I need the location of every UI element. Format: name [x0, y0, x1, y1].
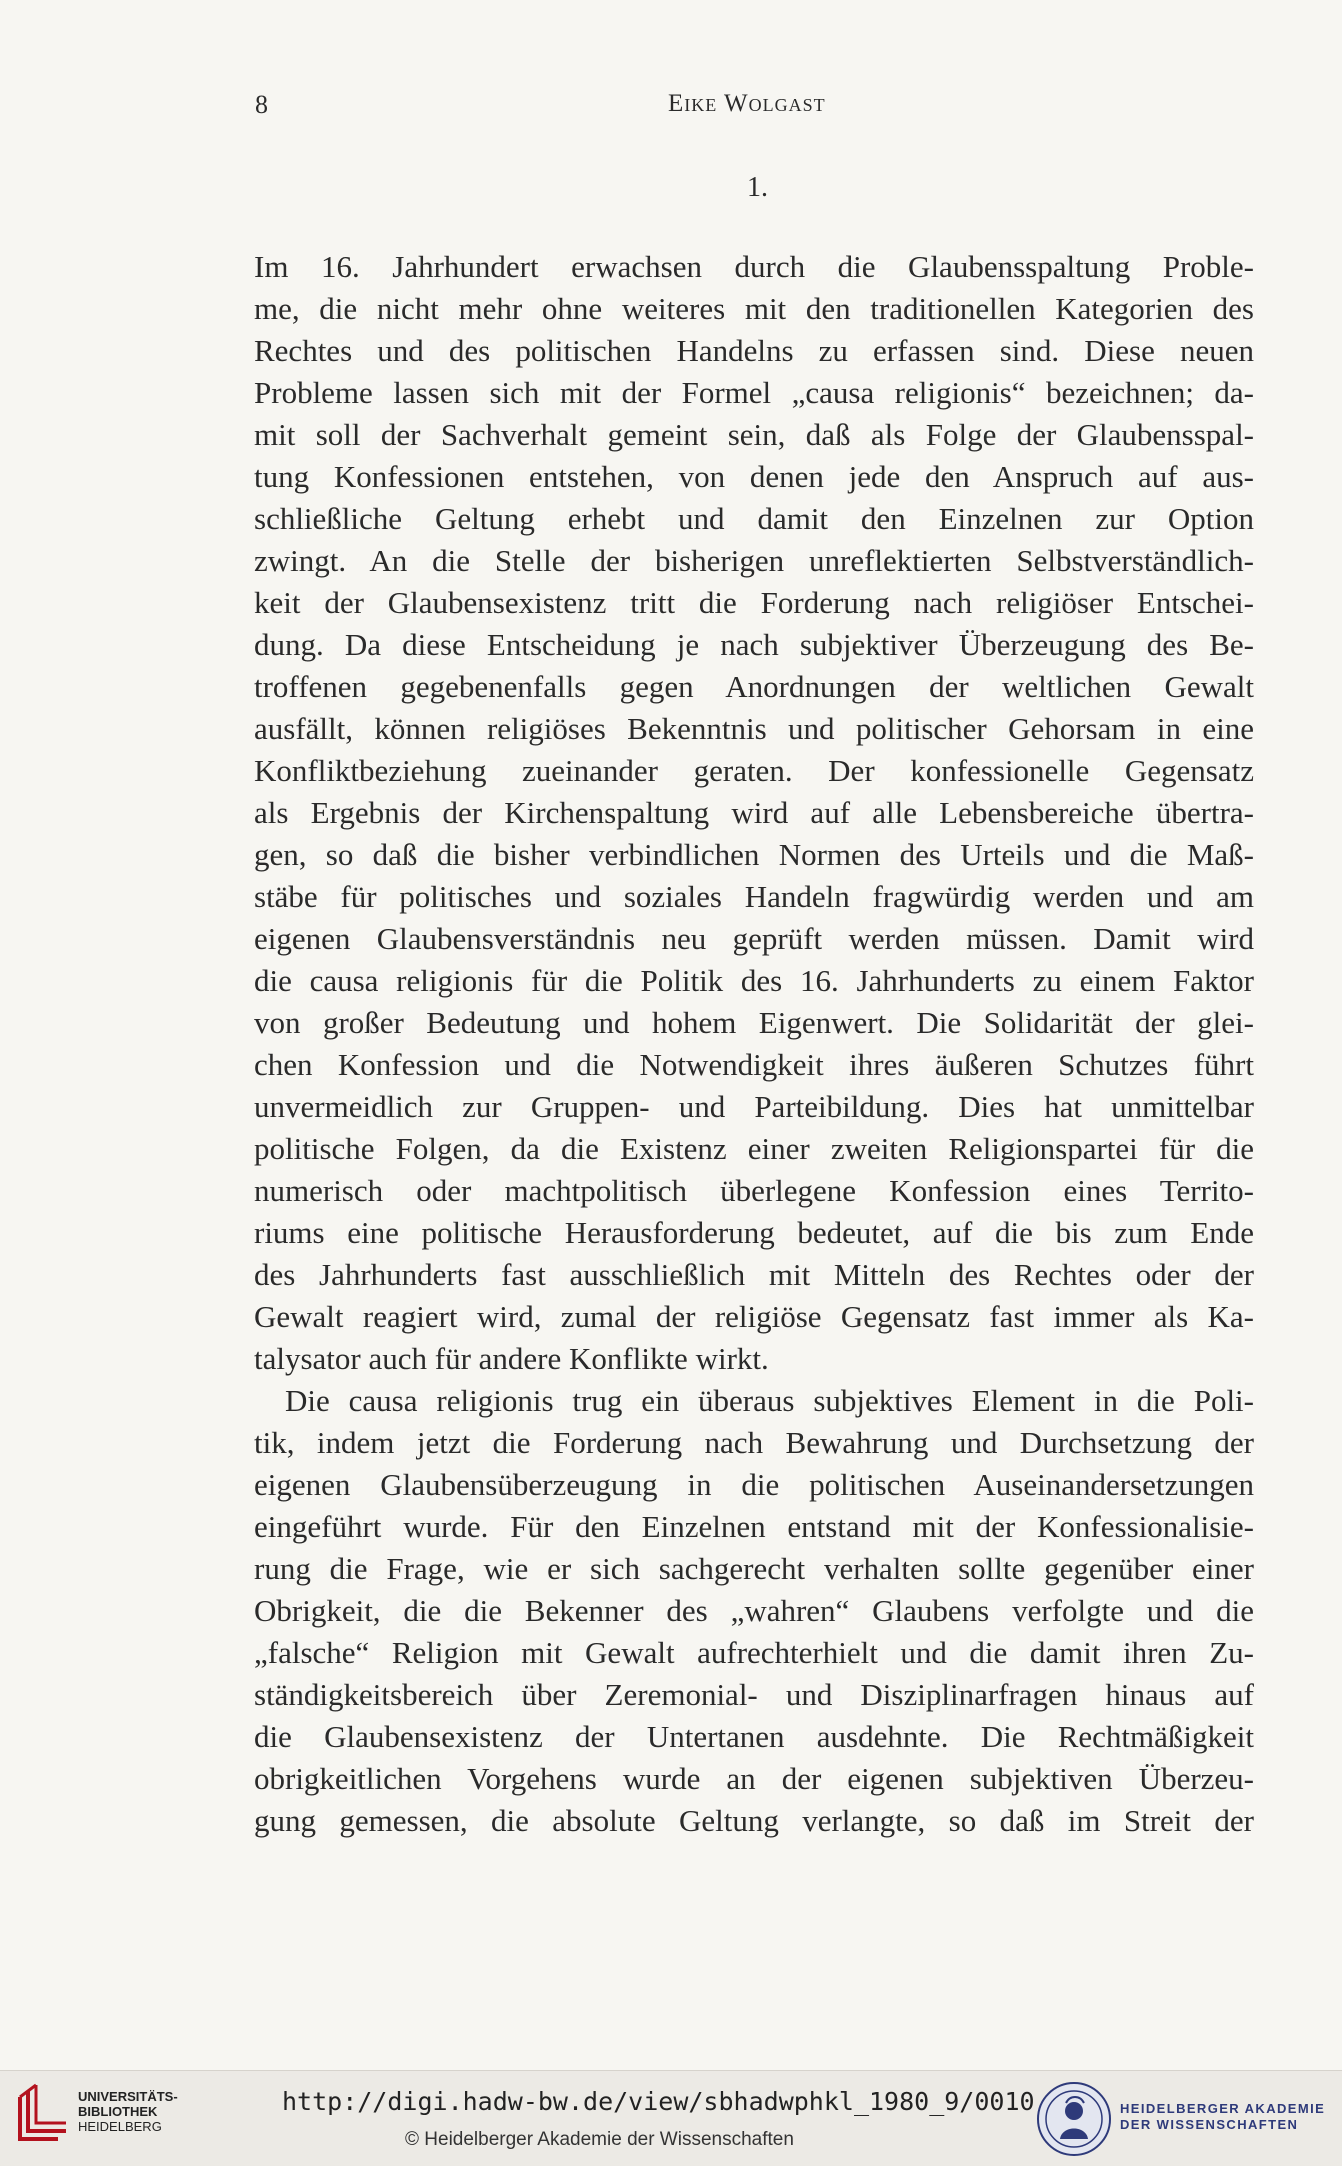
text-line: die causa religionis für die Politik des 16. Jahrhunderts zu einem Faktor — [254, 963, 1254, 998]
text-line: Konfliktbeziehung zueinander geraten. Der konfessionelle Gegensatz — [254, 753, 1254, 788]
text-line: dung. Da diese Entscheidung je nach subjektiver Überzeugung des Be- — [254, 627, 1254, 662]
text-line: rung die Frage, wie er sich sachgerecht verhalten sollte gegenüber einer — [254, 1551, 1254, 1586]
text-line: schließliche Geltung erhebt und damit den Einzelnen zur Option — [254, 501, 1254, 536]
text-line: obrigkeitlichen Vorgehens wurde an der eigenen subjektiven Überzeu- — [254, 1761, 1254, 1796]
ub-name — [78, 2089, 178, 2134]
permalink-url[interactable]: http://digi.hadw-bw.de/view/sbhadwphkl_1980_9/0010 — [282, 2087, 1035, 2116]
text-line: zwingt. An die Stelle der bisherigen unreflektierten Selbstverständlich- — [254, 543, 1254, 578]
text-line: gung gemessen, die absolute Geltung verlangte, so daß im Streit der — [254, 1803, 1254, 1838]
text-line: me, die nicht mehr ohne weiteres mit den traditionellen Kategorien des — [254, 291, 1254, 326]
text-line: eigenen Glaubensverständnis neu geprüft werden müssen. Damit wird — [254, 921, 1254, 956]
text-line: ausfällt, können religiöses Bekenntnis und politischer Gehorsam in eine — [254, 711, 1254, 746]
text-line: talysator auch für andere Konflikte wirkt. — [254, 1341, 769, 1376]
body-text — [254, 246, 1254, 1842]
copyright-notice: © Heidelberger Akademie der Wissenschaften — [405, 2129, 794, 2150]
text-line: Probleme lassen sich mit der Formel „causa religionis“ bezeichnen; da- — [254, 375, 1254, 410]
text-line: troffenen gegebenenfalls gegen Anordnungen der weltlichen Gewalt — [254, 669, 1254, 704]
running-head: Eike Wolgast — [668, 90, 826, 117]
text-line: tung Konfessionen entstehen, von denen jede den Anspruch auf aus- — [254, 459, 1254, 494]
text-line: unvermeidlich zur Gruppen- und Parteibildung. Dies hat unmittelbar — [254, 1089, 1254, 1124]
academy-name — [1120, 2101, 1325, 2133]
academy-name-line: HEIDELBERGER AKADEMIE — [1120, 2101, 1326, 2116]
text-line: die Glaubensexistenz der Untertanen ausdehnte. Die Rechtmäßigkeit — [254, 1719, 1254, 1754]
text-line: Rechtes und des politischen Handelns zu erfassen sind. Diese neuen — [254, 333, 1254, 368]
text-line: ständigkeitsbereich über Zeremonial- und Disziplinarfragen hinaus auf — [254, 1677, 1254, 1712]
text-line: mit soll der Sachverhalt gemeint sein, daß als Folge der Glaubensspal- — [254, 417, 1254, 452]
ub-name-line: HEIDELBERG — [78, 2119, 162, 2134]
ub-name-line: BIBLIOTHEK — [78, 2104, 158, 2119]
text-line: von großer Bedeutung und hohem Eigenwert. Die Solidarität der glei- — [254, 1005, 1254, 1040]
text-line: numerisch oder machtpolitisch überlegene Konfession eines Territo- — [254, 1173, 1254, 1208]
text-line: riums eine politische Herausforderung bedeutet, auf die bis zum Ende — [254, 1215, 1254, 1250]
footer-bar — [0, 2070, 1342, 2166]
text-line: eingeführt wurde. Für den Einzelnen entstand mit der Konfessionalisie- — [254, 1509, 1254, 1544]
text-line: chen Konfession und die Notwendigkeit ihres äußeren Schutzes führt — [254, 1047, 1254, 1082]
text-line: „falsche“ Religion mit Gewalt aufrechterhielt und die damit ihren Zu- — [254, 1635, 1254, 1670]
text-line: eigenen Glaubensüberzeugung in die politischen Auseinandersetzungen — [254, 1467, 1254, 1502]
page-number: 8 — [255, 90, 268, 119]
text-line: Im 16. Jahrhundert erwachsen durch die Glaubensspaltung Proble- — [254, 249, 1254, 284]
text-line: als Ergebnis der Kirchenspaltung wird auf alle Lebensbereiche übertra- — [254, 795, 1254, 830]
academy-seal-icon — [1036, 2081, 1112, 2157]
text-line: tik, indem jetzt die Forderung nach Bewahrung und Durchsetzung der — [254, 1425, 1254, 1460]
text-line: politische Folgen, da die Existenz einer zweiten Religionspartei für die — [254, 1131, 1254, 1166]
text-line: stäbe für politisches und soziales Handeln fragwürdig werden und am — [254, 879, 1254, 914]
ub-name-line: UNIVERSITÄTS- — [78, 2089, 178, 2104]
section-number: 1. — [747, 172, 768, 203]
text-line: keit der Glaubensexistenz tritt die Forderung nach religiöser Entschei- — [254, 585, 1254, 620]
ub-logo-icon — [14, 2083, 70, 2147]
text-line: Gewalt reagiert wird, zumal der religiöse Gegensatz fast immer als Ka- — [254, 1299, 1254, 1334]
text-line: Obrigkeit, die die Bekenner des „wahren“ Glaubens verfolgte und die — [254, 1593, 1254, 1628]
academy-name-line: DER WISSENSCHAFTEN — [1120, 2117, 1299, 2132]
text-line: Die causa religionis trug ein überaus subjektives Element in die Poli- — [285, 1383, 1254, 1418]
text-line: gen, so daß die bisher verbindlichen Normen des Urteils und die Maß- — [254, 837, 1254, 872]
text-line: des Jahrhunderts fast ausschließlich mit Mitteln des Rechtes oder der — [254, 1257, 1254, 1292]
